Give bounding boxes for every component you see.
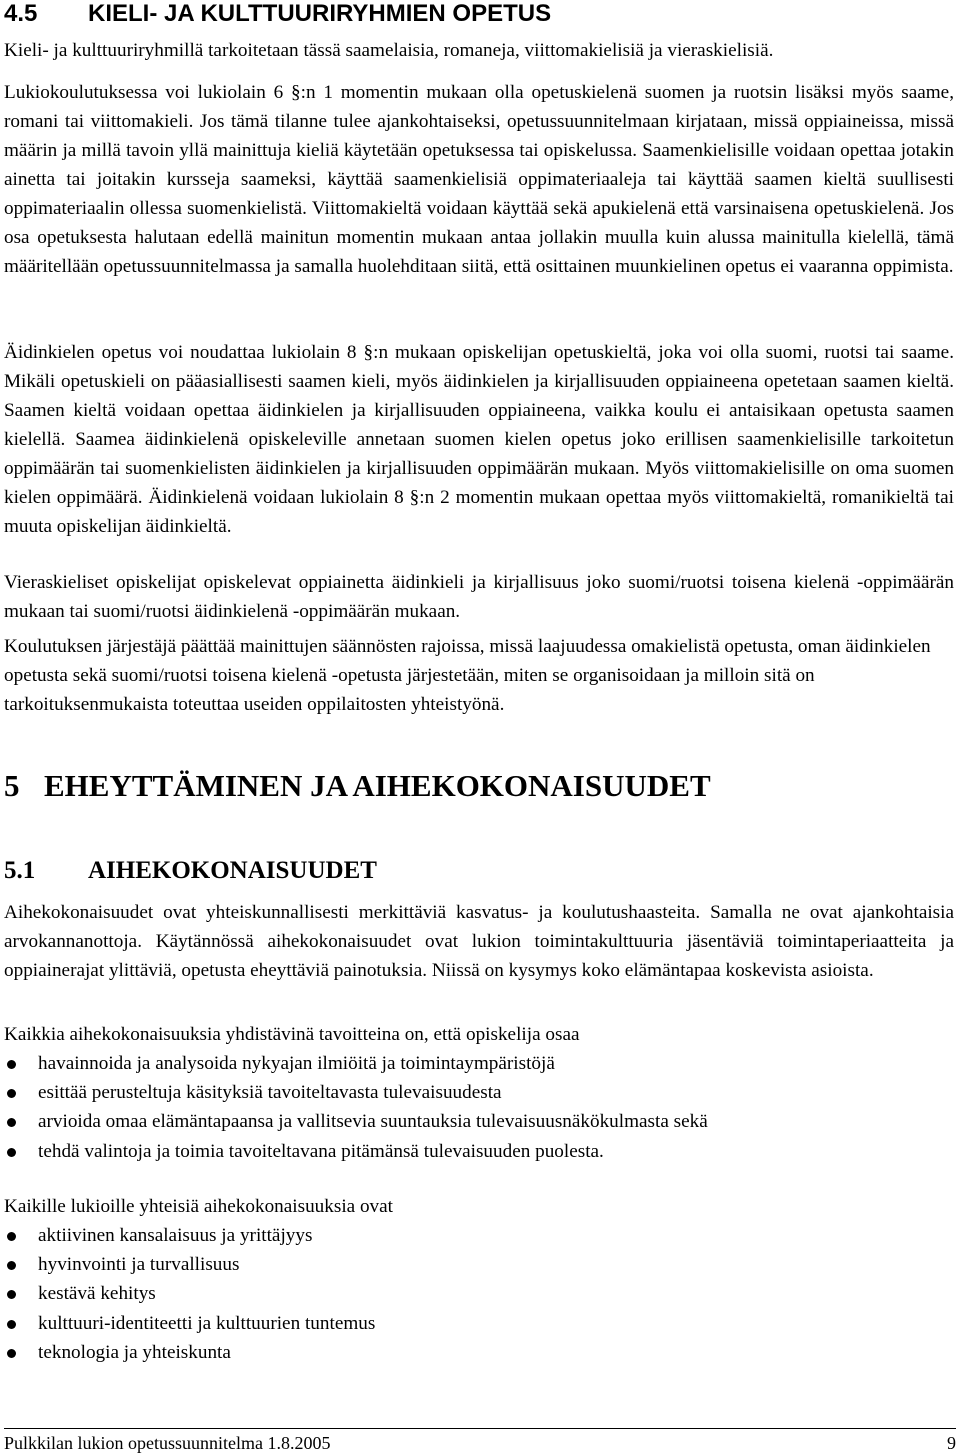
paragraph-teaching-language: Lukiokoulutuksessa voi lukiolain 6 §:n 1 momentin mukaan olla opetuskielenä suomen ja ruotsin lisäksi myös saame, romani tai viittomakieli. Jos tämä tilanne tulee ajankohtaiseksi, opetussuunnitelmaan kirjataan, missä oppiaineissa, missä määrin ja millä tavoin yllä mainittuja kieliä käytetään opetuksessa tai opiskelussa. Saamenkielisille voidaan opettaa jotakin ainetta tai joitakin kursseja saameksi, käyttää saamenkielisiä oppimateriaaleja tai käyttää saamen kieltä suullisesti oppimateriaalin ollessa suomenkielistä. Viittomakieltä voidaan käyttää sekä apukielenä että varsinaisena opetuskielenä. Jos osa opetuksesta halutaan edellä mainitun momentin mukaan antaa jollakin muulla kuin alussa mainitulla kielellä, tämä määritellään opetussuunnitelmassa ja samalla huolehditaan siitä, että osittainen muunkielinen opetus ei vaaranna oppimista. [4, 82, 954, 277]
bullet-icon [7, 1349, 16, 1358]
section-title: KIELI- JA KULTTUURIRYHMIEN OPETUS [88, 0, 552, 27]
list-item: tehdä valintoja ja toimia tavoiteltavana pitämänsä tulevaisuuden puolesta. [4, 1137, 954, 1166]
paragraph-intro: Kieli- ja kulttuuriryhmillä tarkoitetaan tässä saamelaisia, romaneja, viittomakielisiä ja vieraskielisiä. [4, 40, 774, 61]
list-item: teknologia ja yhteiskunta [4, 1338, 954, 1367]
list-item: hyvinvointi ja turvallisuus [4, 1250, 954, 1279]
bullet-icon [7, 1261, 16, 1270]
bullet-icon [7, 1060, 16, 1069]
paragraph-themes: Aihekokonaisuudet ovat yhteiskunnallisesti merkittäviä kasvatus- ja koulutushaasteita. Samalla ne ovat ajankohtaisia arvokannanottoja. Käytännössä aihekokonaisuudet ovat lukion toimintakulttuuria jäsentäviä toimintaperiaatteita ja oppiainerajat ylittäviä, opetusta eheyttäviä painotuksia. Niissä on kysymys koko elämäntapaa koskevista asioista. [4, 902, 954, 981]
paragraph-organizer: Koulutuksen järjestäjä päättää mainittujen säännösten rajoissa, missä laajuudessa omakielistä opetusta, oman äidinkielen opetusta sekä suomi/ruotsi toisena kielenä -opetusta järjestetään, miten se organisoidaan ja milloin sitä on tarkoituksenmukaista toteuttaa useiden oppilaitosten yhteistyönä. [4, 636, 931, 715]
topics-list [4, 1221, 954, 1367]
section-number: 4.5 [4, 0, 38, 27]
section-title: AIHEKOKONAISUUDET [88, 857, 377, 884]
paragraph-foreign-language: Vieraskieliset opiskelijat opiskelevat oppiainetta äidinkieli ja kirjallisuus joko suomi/ruotsi toisena kielenä -oppimäärän mukaan tai suomi/ruotsi äidinkielenä -oppimäärän mukaan. [4, 572, 954, 622]
bullet-icon [7, 1290, 16, 1299]
chapter-number: 5 [4, 768, 20, 803]
chapter-title: EHEYTTÄMINEN JA AIHEKOKONAISUUDET [44, 768, 711, 803]
section-number: 5.1 [4, 857, 36, 884]
list-item: aktiivinen kansalaisuus ja yrittäjyys [4, 1221, 954, 1250]
paragraph-mother-tongue: Äidinkielen opetus voi noudattaa lukiolain 8 §:n mukaan opiskelijan opetuskieltä, joka voi olla suomi, ruotsi tai saame. Mikäli opetuskieli on pääasiallisesti saamen kieli, myös äidinkielen ja kirjallisuuden oppiaineena opetetaan saamen kieltä. Saamen kieltä voidaan opettaa äidinkielen ja kirjallisuuden oppiaineena, vaikka koulu ei antaisikaan opetusta saamen kielellä. Saamea äidinkielenä opiskeleville annetaan suomen kielen opetus joko erillisen saamenkielisille tarkoitetun oppimäärän tai suomenkielisten äidinkielen ja kirjallisuuden oppimäärän mukaan. Myös viittomakielisille on oma suomen kielen oppimäärä. Äidinkielenä voidaan lukiolain 8 §:n 2 momentin mukaan opettaa myös viittomakieltä, romanikieltä tai muuta opiskelijan äidinkieltä. [4, 342, 954, 537]
goals-intro: Kaikkia aihekokonaisuuksia yhdistävinä tavoitteina on, että opiskelija osaa [4, 1024, 580, 1045]
list-item: arvioida omaa elämäntapaansa ja vallitsevia suuntauksia tulevaisuusnäkökulmasta sekä [4, 1107, 954, 1136]
topics-intro: Kaikille lukioille yhteisiä aihekokonaisuuksia ovat [4, 1196, 393, 1217]
bullet-icon [7, 1320, 16, 1329]
list-item: esittää perusteltuja käsityksiä tavoiteltavasta tulevaisuudesta [4, 1078, 954, 1107]
page-footer [4, 1432, 956, 1454]
list-item: kulttuuri-identiteetti ja kulttuurien tuntemus [4, 1309, 954, 1338]
goals-list [4, 1049, 954, 1166]
chapter-heading-5 [4, 768, 711, 804]
bullet-icon [7, 1232, 16, 1241]
page-number: 9 [947, 1433, 956, 1453]
bullet-icon [7, 1148, 16, 1157]
footer-title: Pulkkilan lukion opetussuunnitelma 1.8.2005 [4, 1433, 331, 1453]
section-heading-4-5 [4, 0, 551, 28]
list-item: kestävä kehitys [4, 1279, 954, 1308]
list-item: havainnoida ja analysoida nykyajan ilmiöitä ja toimintaympäristöjä [4, 1049, 954, 1078]
bullet-icon [7, 1118, 16, 1127]
bullet-icon [7, 1089, 16, 1098]
footer-rule [4, 1428, 956, 1429]
section-heading-5-1 [4, 856, 377, 886]
